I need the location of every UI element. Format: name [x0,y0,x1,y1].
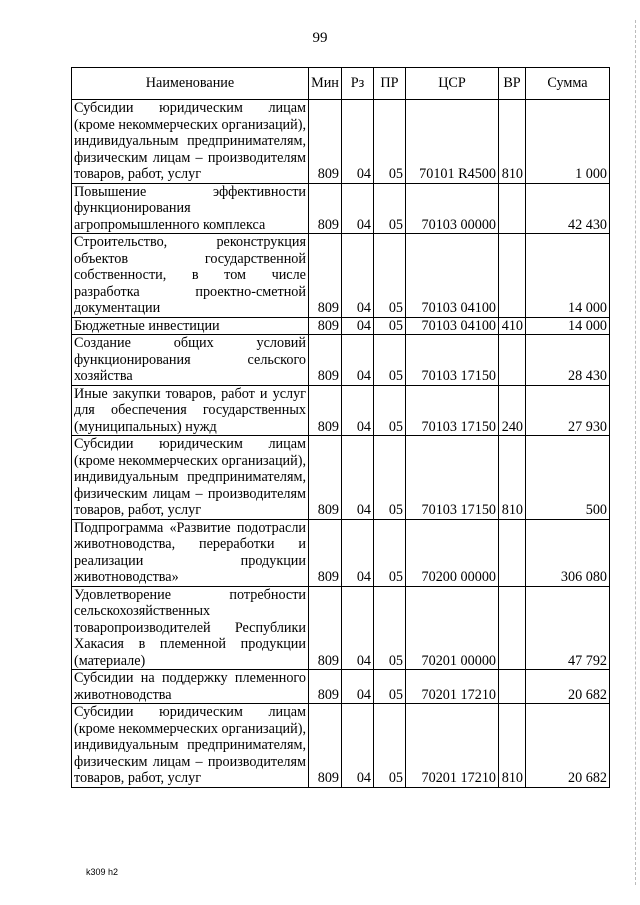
row-csr: 70103 17150 [406,385,499,436]
row-sum: 306 080 [526,519,610,586]
table-row [72,704,610,788]
row-name: Бюджетные инвестиции [72,317,309,335]
row-min: 809 [309,436,342,520]
row-rz: 04 [342,100,374,184]
row-name: Субсидии юридическим лицам (кроме некоммерческих организаций), индивидуальным предпринимателям, физическим лицам – производителям товаров, работ, услуг [72,436,309,520]
table-row [72,317,610,335]
row-name: Иные закупки товаров, работ и услуг для обеспечения государственных (муниципальных) нужд [72,385,309,436]
row-rz: 04 [342,704,374,788]
row-sum: 14 000 [526,317,610,335]
table-row [72,335,610,386]
row-sum: 20 682 [526,670,610,704]
row-csr: 70200 00000 [406,519,499,586]
row-min: 809 [309,234,342,318]
header-min: Мин [309,68,342,100]
row-sum: 1 000 [526,100,610,184]
row-pr: 05 [374,519,406,586]
budget-table [71,67,610,788]
row-min: 809 [309,704,342,788]
row-vr: 810 [499,704,526,788]
header-rz: Рз [342,68,374,100]
row-rz: 04 [342,335,374,386]
row-sum: 28 430 [526,335,610,386]
row-pr: 05 [374,183,406,234]
table-header-row [72,68,610,100]
header-name: Наименование [72,68,309,100]
row-name: Создание общих условий функционирования сельского хозяйства [72,335,309,386]
row-pr: 05 [374,234,406,318]
row-vr: 810 [499,436,526,520]
row-pr: 05 [374,704,406,788]
row-rz: 04 [342,436,374,520]
row-min: 809 [309,335,342,386]
table-row [72,183,610,234]
row-sum: 14 000 [526,234,610,318]
row-name: Субсидии юридическим лицам (кроме некоммерческих организаций), индивидуальным предпринимателям, физическим лицам – производителям товаров, работ, услуг [72,704,309,788]
row-name: Строительство, реконструкция объектов государственной собственности, в том числе разработка проектно-сметной документации [72,234,309,318]
row-csr: 70103 04100 [406,234,499,318]
row-min: 809 [309,519,342,586]
row-pr: 05 [374,670,406,704]
row-vr: 810 [499,100,526,184]
header-csr: ЦСР [406,68,499,100]
header-pr: ПР [374,68,406,100]
row-name: Подпрограмма «Развитие подотрасли животноводства, переработки и реализации продукции животноводства» [72,519,309,586]
row-min: 809 [309,183,342,234]
header-sum: Сумма [526,68,610,100]
row-csr: 70103 17150 [406,436,499,520]
row-csr: 70103 17150 [406,335,499,386]
table-row [72,586,610,670]
row-rz: 04 [342,183,374,234]
row-pr: 05 [374,436,406,520]
row-rz: 04 [342,519,374,586]
row-rz: 04 [342,234,374,318]
row-sum: 27 930 [526,385,610,436]
row-min: 809 [309,670,342,704]
table-row [72,234,610,318]
row-vr [499,586,526,670]
row-csr: 70103 04100 [406,317,499,335]
row-csr: 70201 00000 [406,586,499,670]
row-rz: 04 [342,385,374,436]
row-pr: 05 [374,385,406,436]
row-min: 809 [309,100,342,184]
row-min: 809 [309,317,342,335]
row-pr: 05 [374,335,406,386]
table-row [72,670,610,704]
row-vr: 240 [499,385,526,436]
row-vr [499,670,526,704]
table-row [72,519,610,586]
row-min: 809 [309,385,342,436]
row-sum: 20 682 [526,704,610,788]
row-pr: 05 [374,586,406,670]
row-csr: 70101 R4500 [406,100,499,184]
row-sum: 42 430 [526,183,610,234]
table-row [72,100,610,184]
row-name: Субсидии на поддержку племенного животноводства [72,670,309,704]
table-row [72,385,610,436]
row-rz: 04 [342,670,374,704]
row-csr: 70201 17210 [406,704,499,788]
row-rz: 04 [342,317,374,335]
row-vr [499,234,526,318]
row-rz: 04 [342,586,374,670]
row-pr: 05 [374,317,406,335]
row-pr: 05 [374,100,406,184]
row-vr [499,183,526,234]
row-sum: 500 [526,436,610,520]
row-vr [499,519,526,586]
table-row [72,436,610,520]
row-sum: 47 792 [526,586,610,670]
row-name: Повышение эффективности функционирования агропромышленного комплекса [72,183,309,234]
page-edge-line [635,20,636,885]
row-csr: 70201 17210 [406,670,499,704]
row-vr [499,335,526,386]
row-min: 809 [309,586,342,670]
footer-code: k309 h2 [86,867,119,877]
header-vr: ВР [499,68,526,100]
row-name: Субсидии юридическим лицам (кроме некоммерческих организаций), индивидуальным предпринимателям, физическим лицам – производителям товаров, работ, услуг [72,100,309,184]
row-vr: 410 [499,317,526,335]
page-number: 99 [312,30,328,46]
row-name: Удовлетворение потребности сельскохозяйственных товаропроизводителей Республики Хакасия в племенной продукции (материале) [72,586,309,670]
row-csr: 70103 00000 [406,183,499,234]
